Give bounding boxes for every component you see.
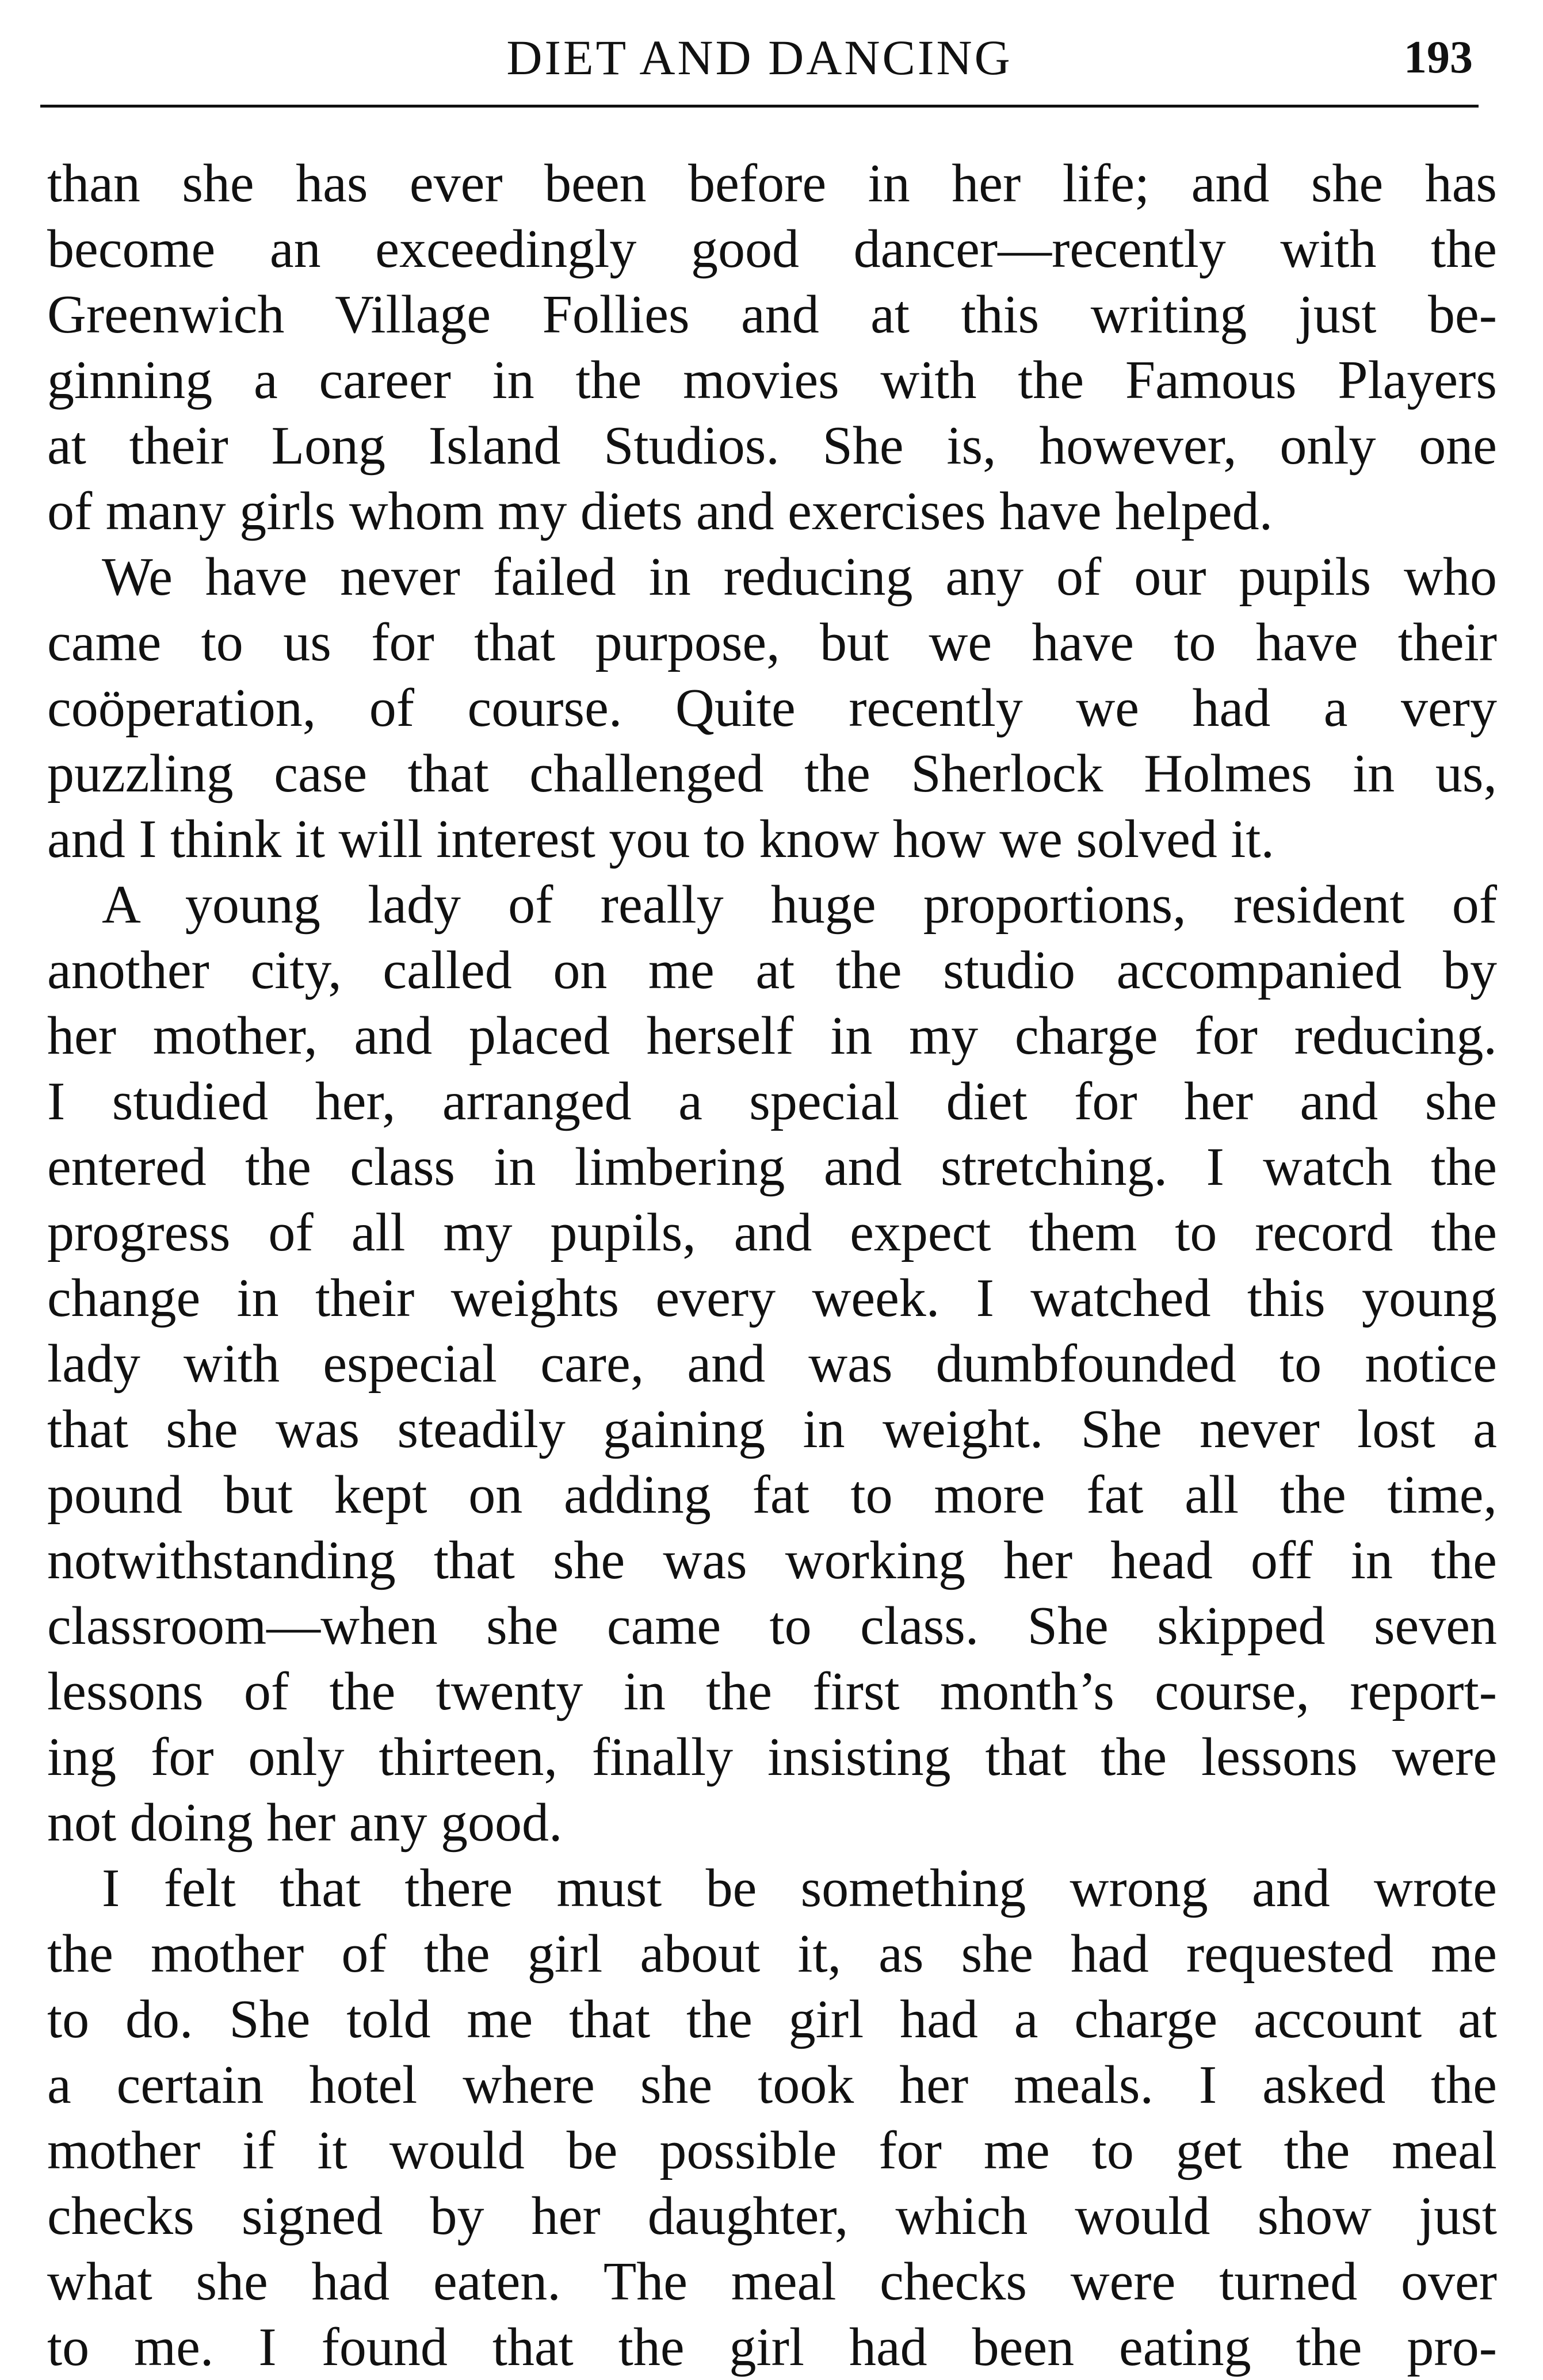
- text-line: than she has ever been before in her life; and she has: [47, 154, 1497, 213]
- text-line: another city, called on me at the studio accompanied by: [47, 940, 1497, 1000]
- text-line: become an exceedingly good dancer—recently with the: [47, 219, 1497, 279]
- running-title: DIET AND DANCING: [506, 30, 1013, 85]
- text-line: lessons of the twenty in the first month’s course, report-: [47, 1662, 1497, 1721]
- running-head: [40, 23, 1479, 104]
- text-line: ginning a career in the movies with the Famous Players: [47, 350, 1497, 410]
- text-line: lady with especial care, and was dumbfounded to notice: [47, 1334, 1497, 1394]
- text-line: came to us for that purpose, but we have to have their: [47, 613, 1497, 672]
- text-line: pound but kept on adding fat to more fat all the time,: [47, 1465, 1497, 1525]
- text-line: We have never failed in reducing any of our pupils who: [102, 547, 1497, 607]
- text-line: Greenwich Village Follies and at this writing just be-: [47, 285, 1497, 345]
- text-line: what she had eaten. The meal checks were turned over: [47, 2252, 1497, 2312]
- text-line: checks signed by her daughter, which would show just: [47, 2186, 1497, 2246]
- text-line: entered the class in limbering and stretching. I watch the: [47, 1137, 1497, 1197]
- text-line: the mother of the girl about it, as she had requested me: [47, 1924, 1497, 1984]
- text-line: mother if it would be possible for me to get the meal: [47, 2121, 1497, 2180]
- text-line: coöperation, of course. Quite recently we had a very: [47, 678, 1497, 738]
- text-line: that she was steadily gaining in weight. She never lost a: [47, 1399, 1497, 1459]
- text-line: puzzling case that challenged the Sherlock Holmes in us,: [47, 744, 1497, 803]
- text-line: A young lady of really huge proportions, resident of: [102, 875, 1497, 935]
- text-line: classroom—when she came to class. She skipped seven: [47, 1596, 1497, 1656]
- text-line: of many girls whom my diets and exercises have helped.: [47, 481, 1273, 541]
- page-number: 193: [1404, 32, 1473, 83]
- text-line: I studied her, arranged a special diet for her and she: [47, 1072, 1497, 1131]
- text-line: progress of all my pupils, and expect them to record the: [47, 1203, 1497, 1262]
- text-line: not doing her any good.: [47, 1793, 563, 1853]
- header-rule: [40, 105, 1479, 108]
- text-line: ing for only thirteen, finally insisting that the lessons were: [47, 1727, 1497, 1787]
- text-line: a certain hotel where she took her meals. I asked the: [47, 2055, 1497, 2115]
- text-line: change in their weights every week. I watched this young: [47, 1268, 1497, 1328]
- text-line: notwithstanding that she was working her head off in the: [47, 1530, 1497, 1590]
- text-line: I felt that there must be something wrong and wrote: [102, 1858, 1497, 1918]
- text-line: at their Long Island Studios. She is, however, only one: [47, 416, 1497, 476]
- text-line: and I think it will interest you to know how we solved it.: [47, 809, 1275, 869]
- text-line: to me. I found that the girl had been eating the pro-: [47, 2317, 1497, 2377]
- text-line: to do. She told me that the girl had a charge account at: [47, 1989, 1497, 2049]
- text-line: her mother, and placed herself in my charge for reducing.: [47, 1006, 1497, 1066]
- body-text: [47, 151, 1497, 2380]
